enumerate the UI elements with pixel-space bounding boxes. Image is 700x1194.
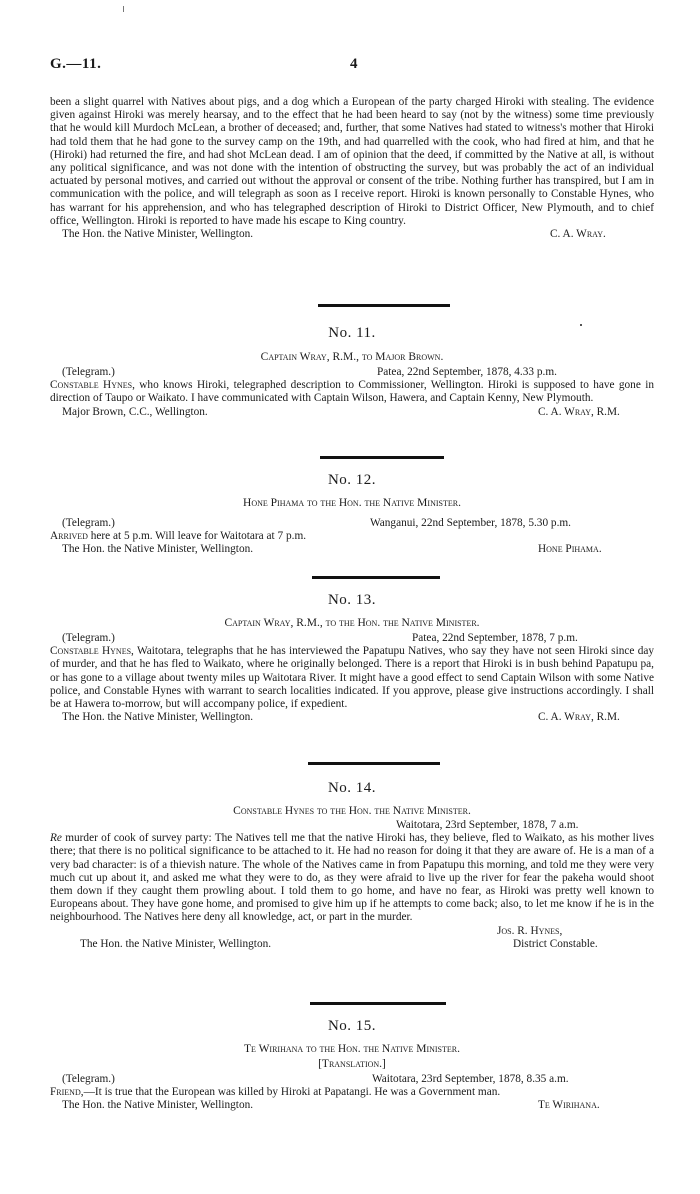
addressee: The Hon. the Native Minister, Wellington. (62, 228, 254, 241)
signature: Te Wirihana. (538, 1099, 600, 1112)
margin-dot (580, 324, 582, 326)
letter-body (50, 530, 654, 543)
body-text: who knows Hiroki, telegraphed description to Commissioner, Wellington. Hiroki is supposed to have gone in direction of Taupo or Waikato. I have communicated with Captain Wilson, Hawera, and Captain Kenny, New Plymouth. (50, 379, 654, 405)
dateline: Waitotara, 23rd September, 1878, 7 a.m. (396, 819, 579, 831)
body-text: here at 5 p.m. Will leave for Waitotara at 7 p.m. (87, 530, 307, 543)
telegram-kind: (Telegram.) (62, 517, 115, 529)
section-divider (308, 762, 440, 765)
closing-row (50, 711, 654, 724)
closing-row (50, 406, 654, 419)
letter-no11 (50, 366, 654, 419)
lead-words: Constable Hynes, (50, 645, 134, 658)
dateline: Patea, 22nd September, 1878, 4.33 p.m. (377, 366, 557, 378)
letter-no13 (50, 632, 654, 724)
lead-words: Arrived (50, 530, 88, 543)
letter-number: No. 11. (328, 325, 376, 341)
closing-row (50, 1099, 654, 1112)
addressee: The Hon. the Native Minister, Wellington. (62, 711, 254, 724)
letter-from-line: Constable Hynes to the Hon. the Native Minister. (233, 805, 471, 817)
translation-note: [Translation.] (318, 1058, 386, 1070)
body-text: murder of cook of survey party: The Natives tell me that the native Hiroki has, they believe, fled to Waikato, as his mother lives there; that there is no political significance to be attached to it. He had no reason for doing it that they are aware of. He is a man of a very bad character: is of a thievish nature. The whole of the Natives came in from Papatupu this morning, and told me they were very much cut up about it, and asked me what they were to do, as they were afraid to live up the river for fear the pakeha would shoot them down if they caught them prowling about. I told them to go home, and have no fear, as Hiroki was pretty well known to Europeans about. They have gone home, and promised to give him up if he attempts to come back; also, to let me know if he is in the neighbourhood. The Natives here deny all knowledge, act, or part in the murder. (50, 832, 654, 924)
section-divider (320, 456, 444, 459)
telegram-row (50, 366, 654, 379)
letter-no15 (50, 1073, 654, 1113)
continuation-paragraph: been a slight quarrel with Natives about pigs, and a dog which a European of the party charged Hiroki with stealing. The evidence given against Hiroki was merely hearsay, and to the effect that he had been heard to say (not by the witness) some time previously that he would kill Murdoch McLean, a brother of deceased; and, further, that some Natives had stated to witness's mother that Hiroki had told them that he had gone to the survey camp on the 19th, and had quarrelled with the cook, who had fired at him, and that he (Hiroki) had returned the fire, and had shot McLean dead. I am of opinion that the deed, if committed by the Native at all, is without any political significance, and was not done with the intention of obstructing the survey, but was probably the act of an individual actuated by personal motives, and carried out without the approval or consent of the tribe. Nothing further has transpired, but I am in communication with the police, and will telegraph as soon as I receive report. Hiroki is known personally to Constable Hynes, who has warrant for his apprehension, and who has telegraphed description of Hiroki to District Officer, New Plymouth, and to chief office, Wellington. Hiroki is reported to have made his escape to King country. (50, 96, 654, 227)
telegram-row (50, 517, 654, 530)
letter-body (50, 379, 654, 405)
letter-body (50, 645, 654, 711)
addressee: Major Brown, C.C., Wellington. (62, 405, 208, 418)
letter-from-line: Hone Pihama to the Hon. the Native Minister. (243, 497, 461, 509)
addressee: The Hon. the Native Minister, Wellington. (62, 1099, 254, 1112)
signature-title: District Constable. (513, 937, 598, 950)
page-number: 4 (350, 56, 358, 72)
signature: C. A. Wray, R.M. (538, 405, 620, 418)
letter-number: No. 14. (327, 780, 377, 796)
section-divider (310, 1002, 446, 1005)
telegram-row (50, 632, 654, 645)
margin-mark (123, 6, 124, 12)
letter-body (50, 832, 654, 924)
letter-from-line: Captain Wray, R.M., to the Hon. the Native Minister. (224, 617, 480, 629)
closing-row (50, 228, 654, 241)
dateline-row (50, 819, 654, 832)
dateline: Patea, 22nd September, 1878, 7 p.m. (412, 632, 578, 644)
closing-row (50, 938, 654, 951)
closing-row (50, 543, 654, 556)
page-header (50, 58, 654, 78)
letter-number: No. 13. (327, 592, 377, 608)
signature: Hone Pihama. (538, 543, 602, 556)
dateline: Waitotara, 23rd September, 1878, 8.35 a.m. (372, 1073, 569, 1085)
lead-words: Constable Hynes, (50, 379, 135, 392)
letter-from-line: Te Wirihana to the Hon. the Native Minister. (244, 1043, 460, 1055)
continuation-letter (50, 96, 654, 241)
body-text: Waitotara, telegraphs that he has interviewed the Papatupu Natives, who say they have not seen Hiroki since day of murder, and that he has fled to Waikato, where he originally belonged. There is a report that Hiroki is in bush behind Papatupu pa, or has gone to a village about twenty miles up Waitotara River. It might have a good effect to send Captain Wilson with some Native police, and Constable Hynes with warrant to search localities indicated. If you approve, please give instructions accordingly. I shall be at Hawera to-morrow, but will accompany police, if expedient. (50, 645, 655, 710)
document-code: G.—11. (50, 56, 102, 72)
telegram-kind: (Telegram.) (62, 632, 115, 644)
body-text: —It is true that the European was killed by Hiroki at Papatangi. He was a Government man. (83, 1086, 501, 1099)
letter-body (50, 1086, 654, 1099)
lead-words: Re (50, 832, 62, 845)
dateline: Wanganui, 22nd September, 1878, 5.30 p.m. (370, 517, 572, 529)
addressee: The Hon. the Native Minister, Wellington. (80, 937, 272, 950)
signature: C. A. Wray, R.M. (538, 711, 620, 724)
section-divider (312, 576, 440, 579)
telegram-kind: (Telegram.) (62, 366, 115, 378)
signature-row (50, 925, 654, 938)
signature-name: Jos. R. Hynes, (497, 924, 563, 937)
telegram-kind: (Telegram.) (62, 1073, 115, 1085)
letter-no14 (50, 819, 654, 951)
letter-from-line: Captain Wray, R.M., to Major Brown. (260, 351, 444, 363)
lead-words: Friend, (50, 1086, 84, 1099)
letter-no12 (50, 517, 654, 557)
addressee: The Hon. the Native Minister, Wellington. (62, 543, 254, 556)
signature: C. A. Wray. (550, 228, 606, 241)
letter-number: No. 12. (327, 472, 377, 488)
section-divider (318, 304, 450, 307)
letter-number: No. 15. (327, 1018, 377, 1034)
telegram-row (50, 1073, 654, 1086)
